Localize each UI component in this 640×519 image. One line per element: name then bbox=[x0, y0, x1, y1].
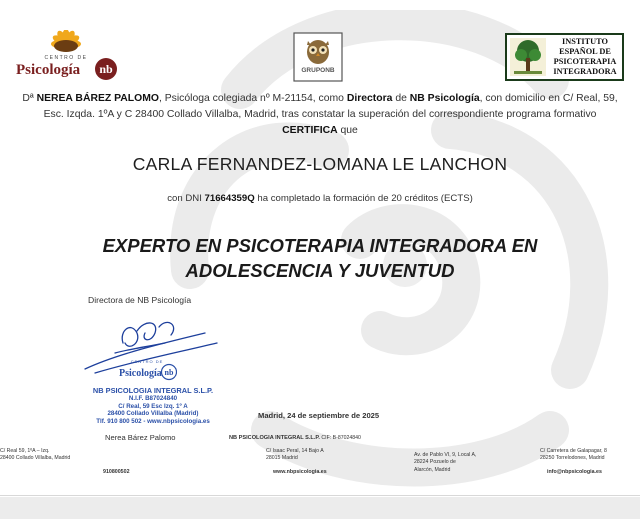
director-role: Directora bbox=[346, 93, 393, 104]
footer-address-villalba bbox=[0, 448, 70, 463]
sunflower-icon bbox=[51, 30, 81, 52]
dni-prefix: con DNI bbox=[167, 193, 205, 204]
instituto-line-4: INTEGRADORA bbox=[553, 67, 617, 76]
footer-address-line: C/ Real 59, 1ºA – Izq. bbox=[0, 448, 50, 454]
footer-email: info@nbpsicologia.es bbox=[547, 469, 602, 475]
dni-number: 71664359Q bbox=[204, 193, 255, 204]
company-legal-name: NB PSICOLOGIA INTEGRAL S.L.P. bbox=[229, 435, 320, 441]
centro-psicologia-logo bbox=[12, 30, 120, 82]
footer-address-line: 28015 Madrid bbox=[266, 455, 298, 462]
tree-icon bbox=[510, 38, 546, 76]
instituto-name bbox=[547, 37, 623, 77]
stamp-nif: N.I.F. B87024840 bbox=[128, 395, 178, 402]
footer-website: www.nbpsicologia.es bbox=[273, 469, 327, 475]
stamp-text-block bbox=[78, 386, 228, 425]
issue-date: Madrid, 24 de septiembre de 2025 bbox=[258, 411, 380, 420]
logo-small-text: CENTRO DE bbox=[44, 55, 88, 61]
company-legal-line bbox=[229, 435, 361, 441]
recipient-name: CARLA FERNANDEZ-LOMANA LE LANCHON bbox=[132, 154, 508, 174]
logo-badge-text: nb bbox=[99, 62, 113, 76]
intro-text: Dª bbox=[22, 93, 37, 104]
intro-text: que bbox=[337, 125, 358, 136]
footer-address-line: C/ Isaac Peral, 14 Bajo A bbox=[266, 448, 324, 454]
company-stamp bbox=[78, 356, 228, 436]
course-title bbox=[60, 233, 580, 283]
intro-text: de bbox=[392, 93, 410, 104]
stamp-logo bbox=[117, 356, 177, 382]
stamp-city: 28400 Collado Villalba (Madrid) bbox=[107, 410, 199, 418]
stamp-logo-badge: nb bbox=[164, 368, 174, 377]
viewer-bottom-band bbox=[0, 497, 640, 519]
footer-address-line: Alarcón, Madrid bbox=[414, 466, 451, 473]
certification-intro bbox=[20, 91, 620, 139]
course-title-line-1: EXPERTO EN PSICOTERAPIA INTEGRADORA EN bbox=[102, 235, 538, 256]
stamp-logo-brand: Psicología bbox=[119, 368, 162, 379]
instituto-line-1: INSTITUTO bbox=[562, 37, 608, 46]
intro-text: , con domicilio en C/ Real, 59, Esc. Izqda. 1ºA y C 28400 Collado Villalba, Madrid, tras constatar la superación del correspondiente programa formativo bbox=[43, 93, 618, 120]
dni-statement bbox=[0, 193, 640, 204]
footer-address-line: Av. de Pablo VI, 9, Local A, bbox=[414, 452, 477, 458]
instituto-line-2: ESPAÑOL DE bbox=[559, 47, 611, 56]
instituto-line-3: PSICOTERAPIA bbox=[553, 57, 617, 66]
course-title-line-2: ADOLESCENCIA Y JUVENTUD bbox=[185, 260, 455, 281]
owl-icon bbox=[307, 40, 329, 64]
stamp-contact: Tlf. 910 800 502 - www.nbpsicologia.es bbox=[96, 417, 210, 425]
company-cif: CIF: B-87024840 bbox=[319, 435, 361, 441]
signer-title: Directora de NB Psicología bbox=[88, 295, 192, 305]
gruponb-logo bbox=[293, 32, 343, 82]
instituto-psicoterapia-logo bbox=[505, 33, 624, 81]
organization-name: NB Psicología bbox=[409, 93, 480, 104]
footer-address-line: 28224 Pozuelo de bbox=[414, 459, 456, 466]
stamp-company: NB PSICOLOGIA INTEGRAL S.L.P. bbox=[92, 386, 214, 395]
stamp-logo-small: CENTRO DE bbox=[130, 359, 164, 364]
director-name: NEREA BÁREZ PALOMO bbox=[36, 93, 159, 104]
dni-suffix: ha completado la formación de 20 créditos (ECTS) bbox=[254, 193, 473, 204]
signer-name: Nerea Bárez Palomo bbox=[105, 433, 176, 442]
logo-brand-text: Psicología bbox=[16, 62, 81, 78]
stamp-street: C/ Real, 59 Esc Izq. 1º A bbox=[118, 402, 188, 410]
footer-phone: 910800502 bbox=[103, 469, 130, 475]
certifica-word: CERTIFICA bbox=[282, 125, 338, 136]
footer-address-pozuelo bbox=[414, 452, 476, 474]
footer-address-line: 28400 Collado Villalba, Madrid bbox=[0, 455, 71, 462]
footer-address-line: 28250 Torrelodones, Madrid bbox=[540, 455, 605, 462]
footer-address-madrid bbox=[266, 448, 324, 463]
intro-text: , Psicóloga colegiada nº M-21154, como bbox=[158, 93, 347, 104]
footer-address-torrelodones bbox=[540, 448, 607, 463]
footer-address-line: C/ Carretera de Galapagar, 8 bbox=[540, 448, 607, 454]
gruponb-text: GRUPONB bbox=[301, 67, 335, 74]
